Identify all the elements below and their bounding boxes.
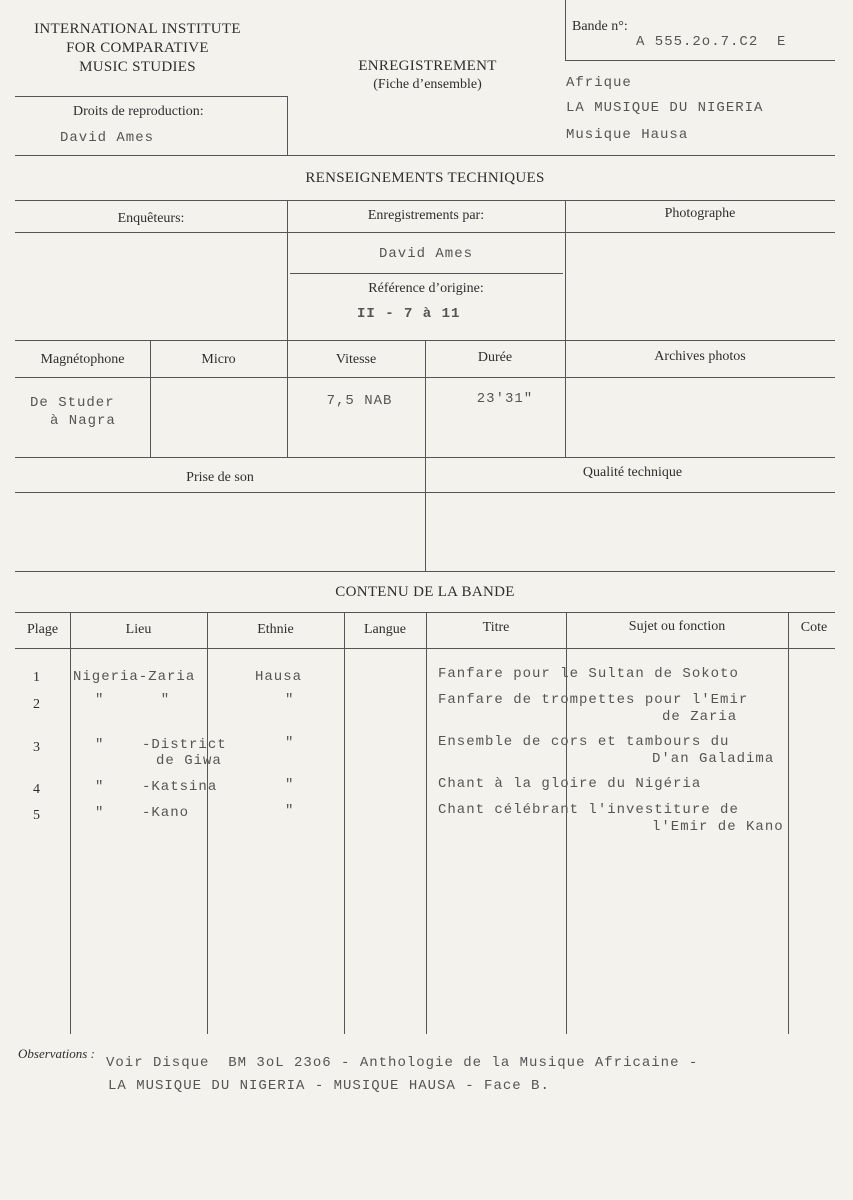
- table-row-3-lieu-cont: de Giwa: [156, 753, 222, 769]
- table-row-1-plage: 1: [33, 670, 40, 685]
- table-row-3-titre-cont: D'an Galadima: [652, 751, 775, 767]
- institute-line-1: INTERNATIONAL INSTITUTE: [34, 21, 241, 37]
- enregistrements-value: David Ames: [378, 246, 473, 262]
- table-row-2-ethnie: ": [285, 692, 295, 708]
- col-langue-header: Langue: [364, 622, 406, 637]
- vitesse-value: 7,5 NAB: [326, 393, 393, 409]
- table-row-2-titre-cont: de Zaria: [662, 709, 738, 725]
- table-row-5-titre-cont: l'Emir de Kano: [652, 819, 784, 835]
- institute-line-3: MUSIC STUDIES: [79, 59, 196, 75]
- col-ethnie-header: Ethnie: [257, 622, 294, 637]
- col-sujet-header: Sujet ou fonction: [628, 619, 726, 634]
- form-subtitle: (Fiche d’ensemble): [373, 77, 482, 92]
- photographe-label: Photographe: [664, 206, 736, 221]
- duree-label: Durée: [477, 350, 513, 365]
- observations-line-1: Voir Disque BM 3oL 23o6 - Anthologie de la Musique Africaine -: [106, 1055, 699, 1071]
- table-row-3-plage: 3: [33, 740, 40, 755]
- col-plage-header: Plage: [26, 622, 59, 637]
- micro-label: Micro: [201, 352, 236, 367]
- qualite-label: Qualité technique: [582, 465, 683, 480]
- table-row-1-ethnie: Hausa: [255, 669, 303, 685]
- institute-line-2: FOR COMPARATIVE: [66, 40, 209, 56]
- enregistrements-label: Enregistrements par:: [367, 208, 485, 223]
- droits-value: David Ames: [60, 130, 155, 146]
- region-line-2: LA MUSIQUE DU NIGERIA: [566, 100, 764, 116]
- bande-value: A 555.2o.7.C2 E: [636, 34, 787, 50]
- magnetophone-label: Magnétophone: [40, 352, 125, 367]
- table-row-4-lieu: " -Katsina: [95, 779, 218, 795]
- table-row-5-ethnie: ": [285, 803, 295, 819]
- table-row-4-plage: 4: [33, 782, 40, 797]
- enqueteurs-label: Enquêteurs:: [117, 211, 185, 226]
- vitesse-label: Vitesse: [335, 352, 377, 367]
- table-row-5-lieu: " -Kano: [95, 805, 190, 821]
- form-title-block: [330, 58, 525, 93]
- table-row-4-titre: Chant à la gloire du Nigéria: [438, 776, 702, 792]
- table-row-5-titre: Chant célébrant l'investiture de: [438, 802, 739, 818]
- observations-label: Observations :: [18, 1046, 95, 1061]
- archives-label: Archives photos: [654, 349, 746, 364]
- reference-label: Référence d’origine:: [368, 281, 484, 296]
- tech-section-title: RENSEIGNEMENTS TECHNIQUES: [305, 170, 545, 186]
- table-row-3-lieu: " -District: [95, 737, 227, 753]
- col-titre-header: Titre: [482, 620, 510, 635]
- observations-line-2: LA MUSIQUE DU NIGERIA - MUSIQUE HAUSA - Face B.: [108, 1078, 550, 1094]
- reference-value: II - 7 à 11: [357, 306, 461, 322]
- table-row-3-ethnie: ": [285, 735, 295, 751]
- region-line-3: Musique Hausa: [566, 127, 689, 143]
- form-title: ENREGISTREMENT: [358, 58, 497, 74]
- table-row-4-ethnie: ": [285, 777, 295, 793]
- institute-name: [10, 20, 265, 77]
- table-row-2-plage: 2: [33, 697, 40, 712]
- table-row-2-lieu: " ": [95, 692, 171, 708]
- droits-label: Droits de reproduction:: [73, 104, 204, 119]
- table-row-1-titre: Fanfare pour le Sultan de Sokoto: [438, 666, 739, 682]
- contenu-section-title: CONTENU DE LA BANDE: [335, 584, 515, 600]
- table-row-2-titre: Fanfare de trompettes pour l'Emir: [438, 692, 749, 708]
- table-row-3-titre: Ensemble de cors et tambours du: [438, 734, 730, 750]
- prise-label: Prise de son: [186, 470, 254, 485]
- region-line-1: Afrique: [566, 75, 632, 91]
- bande-label: Bande n°:: [572, 19, 628, 34]
- col-lieu-header: Lieu: [125, 622, 152, 637]
- table-row-1-lieu: Nigeria-Zaria: [73, 669, 196, 685]
- duree-value: 23'31": [476, 391, 534, 407]
- table-row-5-plage: 5: [33, 808, 40, 823]
- col-cote-header: Cote: [800, 620, 828, 635]
- magnetophone-value-1: De Studer: [30, 395, 115, 411]
- magnetophone-value-2: à Nagra: [50, 413, 116, 429]
